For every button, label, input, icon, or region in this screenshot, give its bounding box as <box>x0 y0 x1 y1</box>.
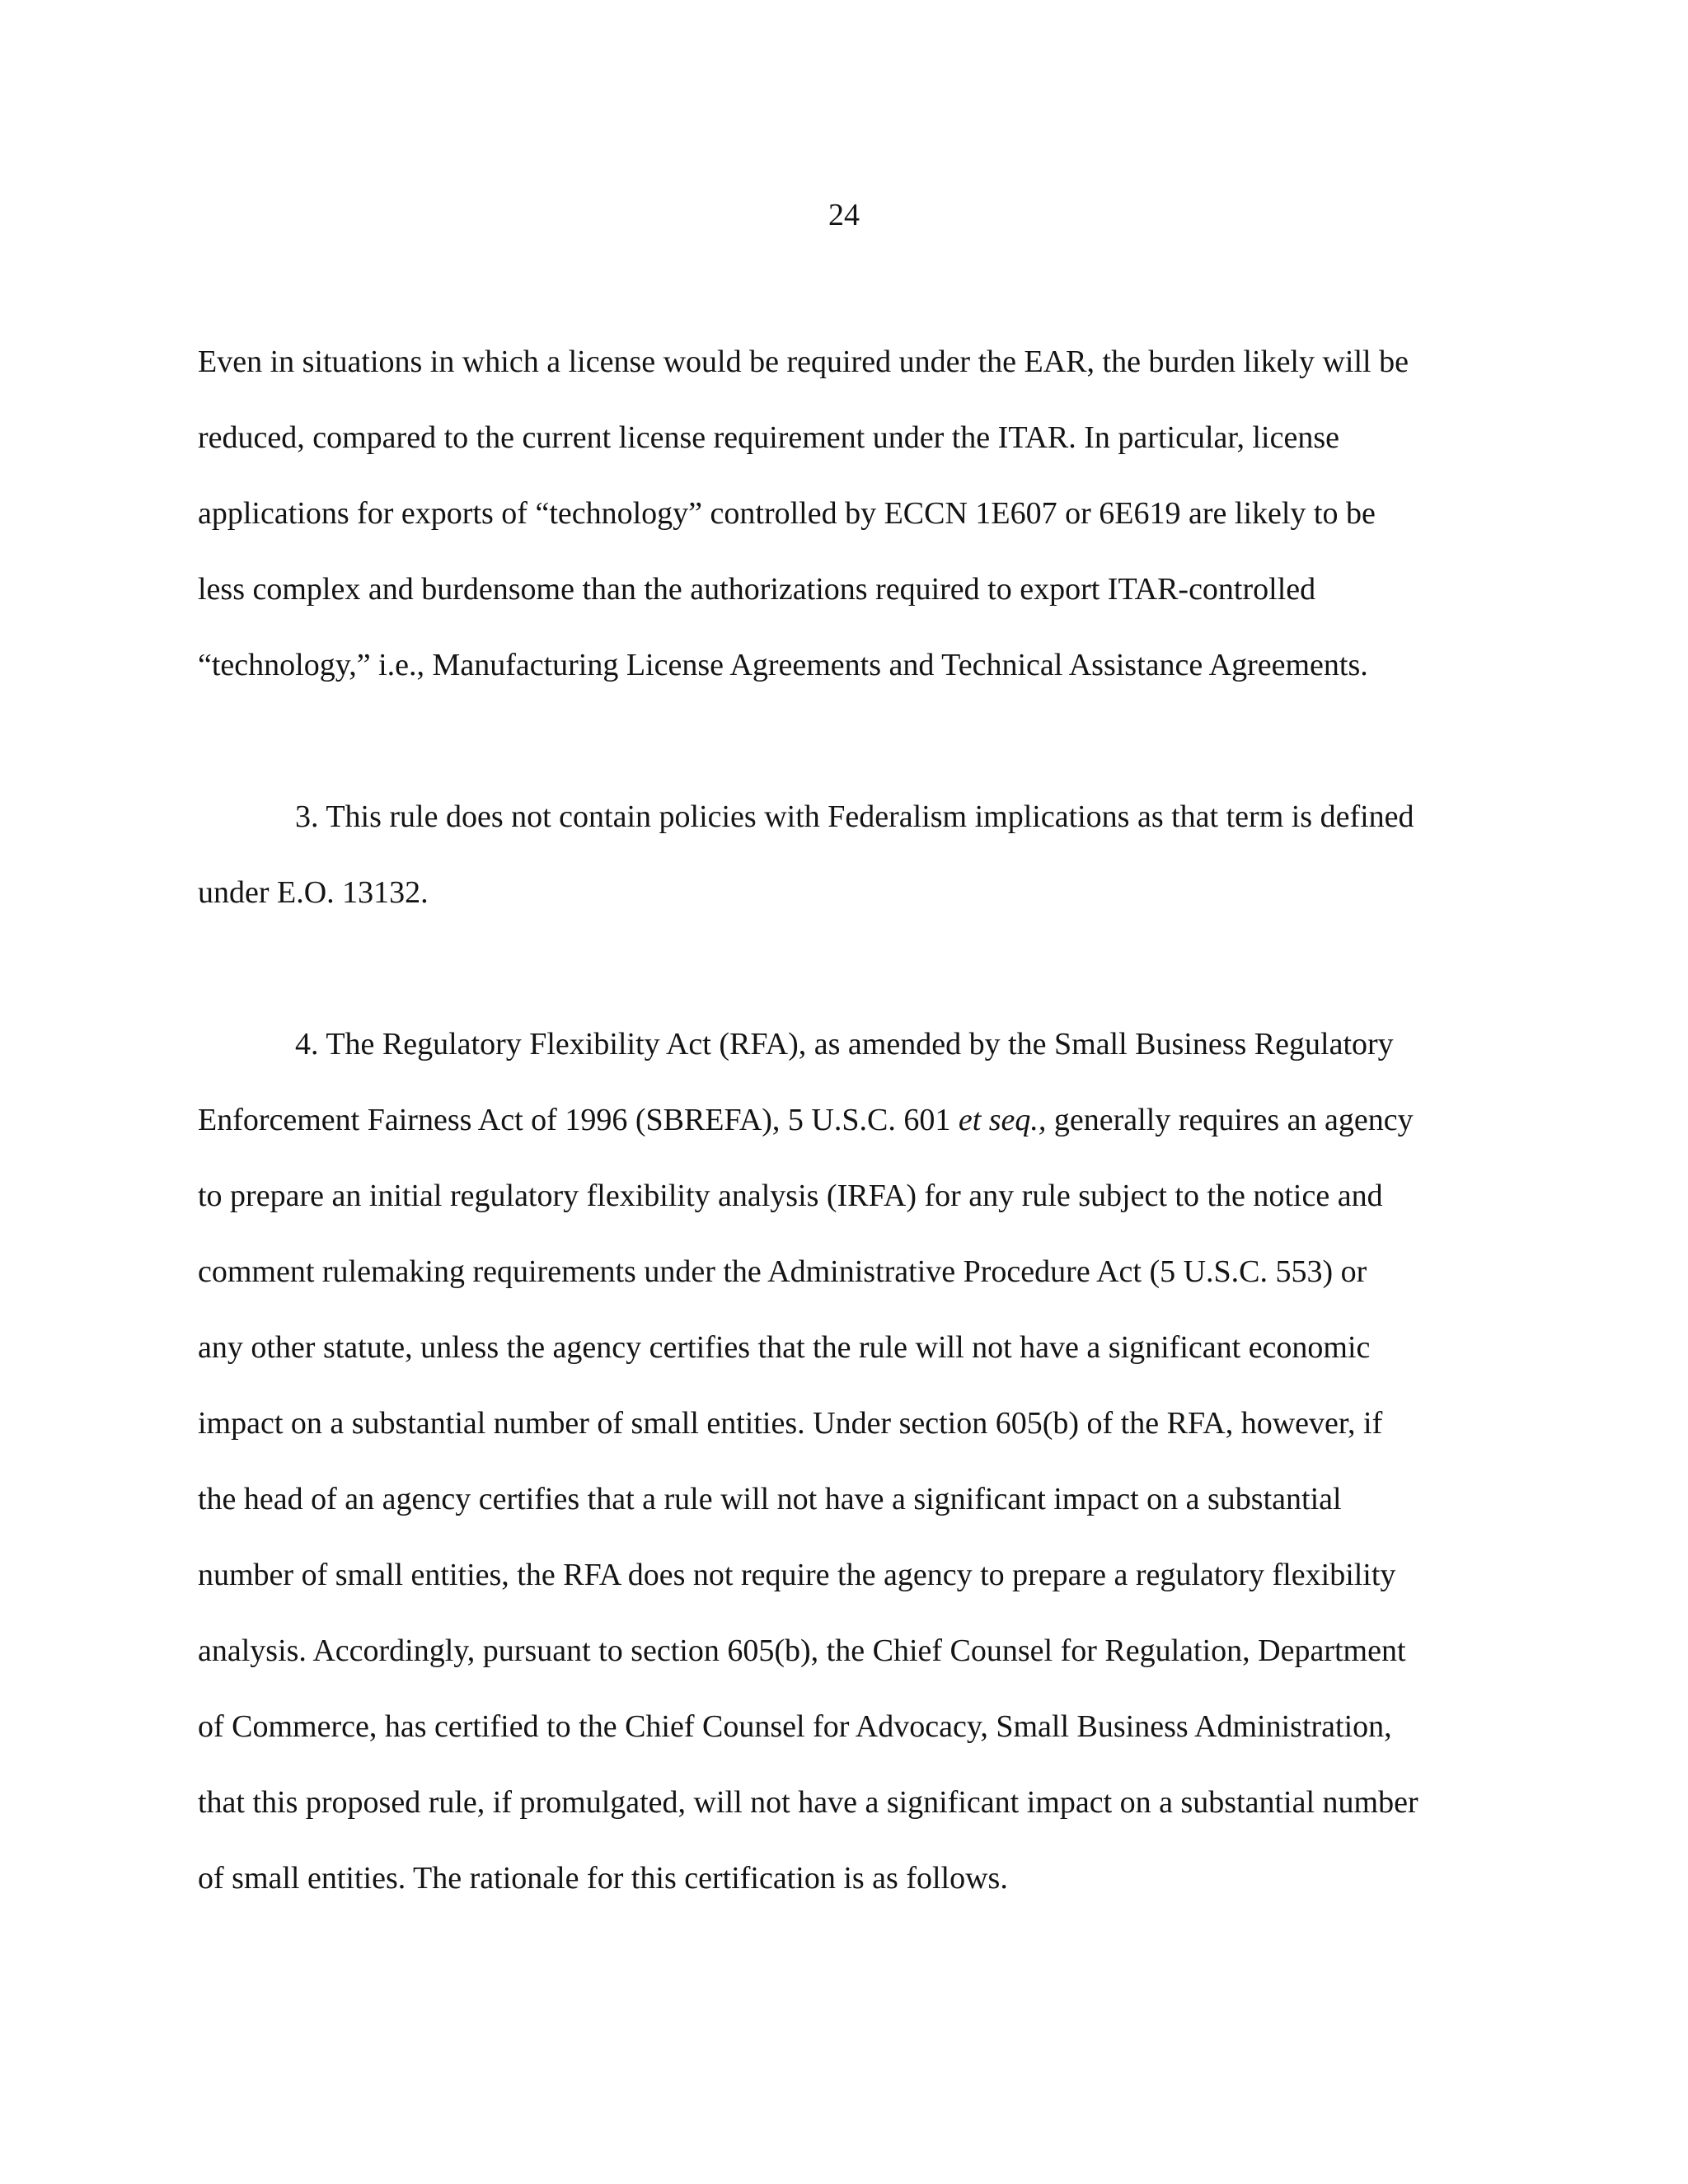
page-number: 24 <box>828 198 860 232</box>
paragraph-3-line-3: to prepare an initial regulatory flexibility analysis (IRFA) for any rule subject to the notice and <box>198 1179 1383 1213</box>
paragraph-1-line-5: “technology,” i.e., Manufacturing License Agreements and Technical Assistance Agreements. <box>198 648 1368 682</box>
paragraph-2-line-2: under E.O. 13132. <box>198 875 429 910</box>
paragraph-1-line-1: Even in situations in which a license would be required under the EAR, the burden likely will be <box>198 344 1409 379</box>
paragraph-3-line-2 <box>198 1099 1414 1141</box>
et-seq-citation: et seq., <box>958 1103 1047 1137</box>
paragraph-2-line-1: 3. This rule does not contain policies with Federalism implications as that term is defined <box>295 799 1414 834</box>
paragraph-3-line-7: the head of an agency certifies that a rule will not have a significant impact on a substantial <box>198 1482 1342 1516</box>
paragraph-3-line-11: that this proposed rule, if promulgated, will not have a significant impact on a substantial number <box>198 1785 1418 1820</box>
paragraph-3-line-4: comment rulemaking requirements under the Administrative Procedure Act (5 U.S.C. 553) or <box>198 1254 1367 1289</box>
paragraph-3-line-2-text-start: Enforcement Fairness Act of 1996 (SBREFA), 5 U.S.C. 601 <box>198 1103 959 1137</box>
paragraph-1-line-4: less complex and burdensome than the authorizations required to export ITAR-controlled <box>198 572 1316 607</box>
paragraph-3-line-5: any other statute, unless the agency certifies that the rule will not have a significant economic <box>198 1330 1371 1365</box>
paragraph-3-line-6: impact on a substantial number of small entities. Under section 605(b) of the RFA, however, if <box>198 1406 1383 1441</box>
paragraph-3-line-12: of small entities. The rationale for this certification is as follows. <box>198 1861 1008 1896</box>
paragraph-1-line-2: reduced, compared to the current license requirement under the ITAR. In particular, license <box>198 420 1339 455</box>
paragraph-3-line-8: number of small entities, the RFA does not require the agency to prepare a regulatory flexibility <box>198 1558 1396 1592</box>
paragraph-3-line-2-text-end: generally requires an agency <box>1046 1103 1414 1137</box>
paragraph-1-line-3: applications for exports of “technology” controlled by ECCN 1E607 or 6E619 are likely to be <box>198 496 1376 531</box>
paragraph-3-line-10: of Commerce, has certified to the Chief Counsel for Advocacy, Small Business Administration, <box>198 1709 1392 1744</box>
paragraph-3-line-9: analysis. Accordingly, pursuant to section 605(b), the Chief Counsel for Regulation, Department <box>198 1633 1406 1668</box>
paragraph-3-line-1: 4. The Regulatory Flexibility Act (RFA), as amended by the Small Business Regulatory <box>295 1027 1394 1062</box>
